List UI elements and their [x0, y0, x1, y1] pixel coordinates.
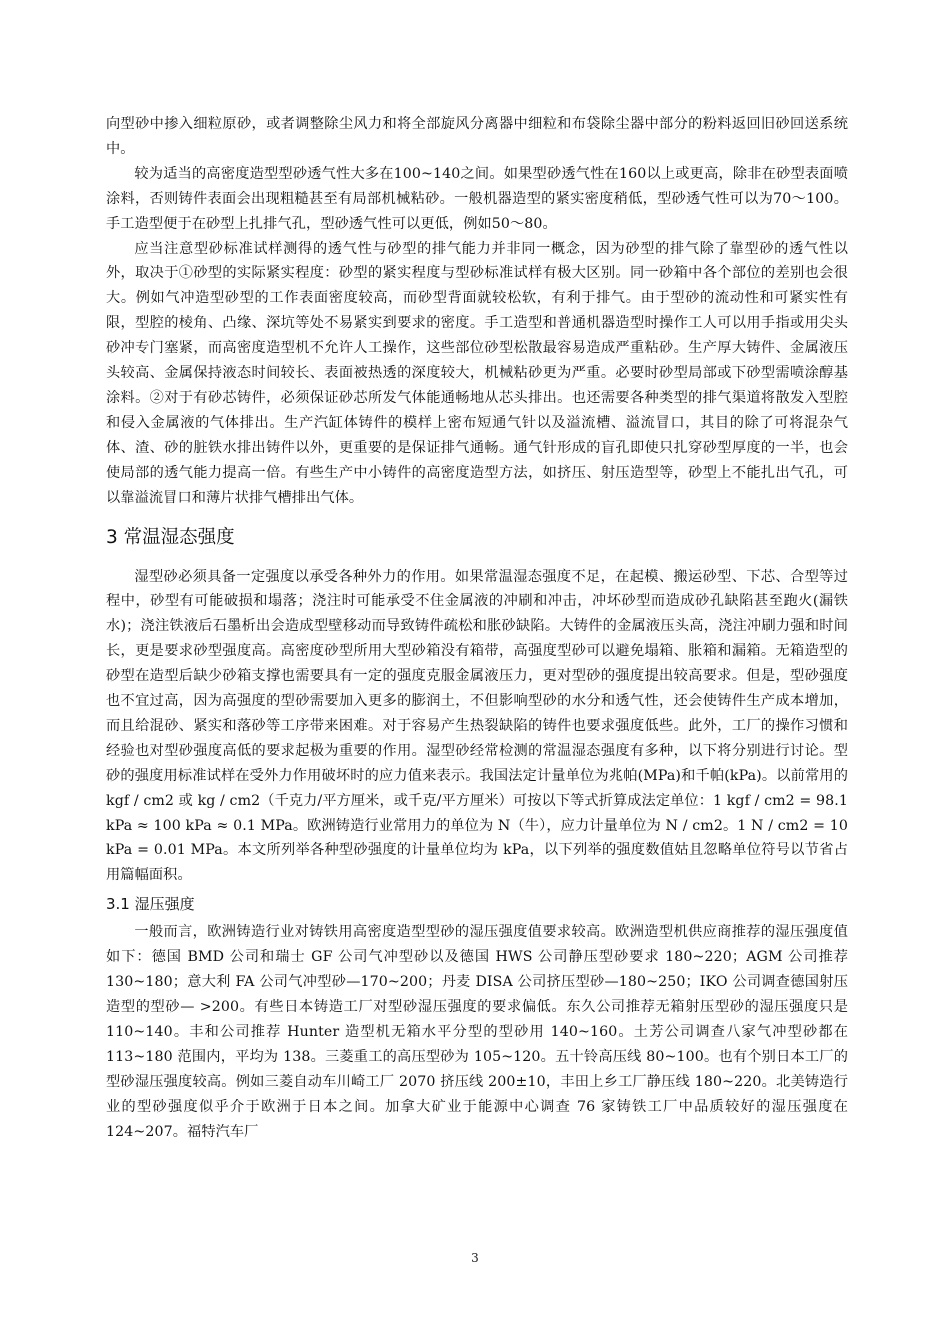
section-heading-3: 3 常温湿态强度: [106, 526, 235, 548]
body-paragraph-continued: 向型砂中掺入细粒原砂，或者调整除尘风力和将全部旋风分离器中细粒和布袋除尘器中部分的粉料返回旧砂回送系统中。: [106, 116, 848, 157]
body-paragraph-compression-strength: 一般而言，欧洲铸造行业对铸铁用高密度造型型砂的湿压强度值要求较高。欧洲造型机供应商推荐的湿压强度值如下：德国 BMD 公司和瑞士 GF 公司气冲型砂以及德国 HWS 公司静压型砂要求 180~220；AGM 公司推荐 130~180；意大利 FA 公司气冲型砂—170~200；丹麦 DISA 公司挤压型砂—180~250；IKO 公司调查德国射压造型的型砂— >200。有些日本铸造工厂对型砂湿压强度的要求偏低。东久公司推荐无箱射压型砂的湿压强度只是 110~140。丰和公司推荐 Hunter 造型机无箱水平分型的型砂用 140~160。土芳公司调查八家气冲型砂都在 113~180 范围内，平均为 138。三菱重工的高压型砂为 105~120。五十铃高压线 80~100。也有个别日本工厂的型砂湿压强度较高。例如三菱自动车川崎工厂 2070 挤压线 200±10，丰田上乡工厂静压线 180~220。北美铸造行业的型砂强度似乎介于欧洲于日本之间。加拿大矿业于能源中心调查 76 家铸铁工厂中品质较好的湿压强度在 124~207。福特汽车厂: [106, 924, 848, 1140]
body-paragraph-permeability: 较为适当的高密度造型型砂透气性大多在100~140之间。如果型砂透气性在160以上或更高，除非在砂型表面喷涂料，否则铸件表面会出现粗糙甚至有局部机械粘砂。一般机器造型的紧实密度稍低，型砂透气性可以为70～100。手工造型便于在砂型上扎排气孔，型砂透气性可以更低，例如50～80。: [106, 165, 848, 232]
subsection-heading-3-1: 3.1 湿压强度: [106, 895, 195, 914]
document-body: [106, 112, 848, 1144]
body-paragraph-venting: 应当注意型砂标准试样测得的透气性与砂型的排气能力并非同一概念，因为砂型的排气除了靠型砂的透气性以外，取决于①砂型的实际紧实程度：砂型的紧实程度与型砂标准试样有极大区别。同一砂箱中各个部位的差别也会很大。例如气冲造型砂型的工作表面密度较高，而砂型背面就较松软，有利于排气。由于型砂的流动性和可紧实性有限，型腔的棱角、凸缘、深坑等处不易紧实到要求的密度。手工造型和普通机器造型时操作工人可以用手指或用尖头砂冲专门塞紧，而高密度造型机不允许人工操作，这些部位砂型松散最容易造成严重粘砂。生产厚大铸件、金属液压头较高、金属保持液态时间较长、表面被热透的深度较大，机械粘砂更为严重。必要时砂型局部或下砂型需喷涂醇基涂料。②对于有砂芯铸件，必须保证砂芯所发气体能通畅地从芯头排出。也还需要各种类型的排气渠道将散发入型腔和侵入金属液的气体排出。生产汽缸体铸件的模样上密布短通气针以及溢流槽、溢流冒口，其目的除了可将混杂气体、渣、砂的脏铁水排出铸件以外，更重要的是保证排气通畅。通气针形成的盲孔即使只扎穿砂型厚度的一半，也会使局部的透气能力提高一倍。有些生产中小铸件的高密度造型方法，如挤压、射压造型等，砂型上不能扎出气孔，可以靠溢流冒口和薄片状排气槽排出气体。: [106, 240, 848, 506]
page-number: 3: [471, 1251, 479, 1265]
body-paragraph-strength: 湿型砂必须具备一定强度以承受各种外力的作用。如果常温湿态强度不足，在起模、搬运砂型、下芯、合型等过程中，砂型有可能破损和塌落；浇注时可能承受不住金属液的冲刷和冲击，冲坏砂型而造成砂孔缺陷甚至跑火(漏铁水)；浇注铁液后石墨析出会造成型壁移动而导致铸件疏松和胀砂缺陷。大铸件的金属液压头高，浇注冲刷力强和时间长，更是要求砂型强度高。高密度砂型所用大型砂箱没有箱带，高强度型砂可以避免塌箱、胀箱和漏箱。无箱造型的砂型在造型后缺少砂箱支撑也需要具有一定的强度克服金属液压力，更对型砂的强度提出较高要求。但是，型砂强度也不宜过高，因为高强度的型砂需要加入更多的膨润土，不但影响型砂的水分和透气性，还会使铸件生产成本增加，而且给混砂、紧实和落砂等工序带来困难。对于容易产生热裂缺陷的铸件也要求强度低些。此外，工厂的操作习惯和经验也对型砂强度高低的要求起极为重要的作用。湿型砂经常检测的常温湿态强度有多种，以下将分别进行讨论。型砂的强度用标准试样在受外力作用破坏时的应力值来表示。我国法定计量单位为兆帕(MPa)和千帕(kPa)。以前常用的 kgf / cm2 或 kg / cm2（千克力/平方厘米，或千克/平方厘米）可按以下等式折算成法定单位：1 kgf / cm2 = 98.1 kPa ≈ 100 kPa ≈ 0.1 MPa。欧洲铸造行业常用力的单位为 N（牛），应力计量单位为 N / cm2。1 N / cm2 = 10 kPa = 0.01 MPa。本文所列举各种型砂强度的计量单位均为 kPa，以下列举的强度数值姑且忽略单位符号以节省占用篇幅面积。: [106, 568, 848, 884]
